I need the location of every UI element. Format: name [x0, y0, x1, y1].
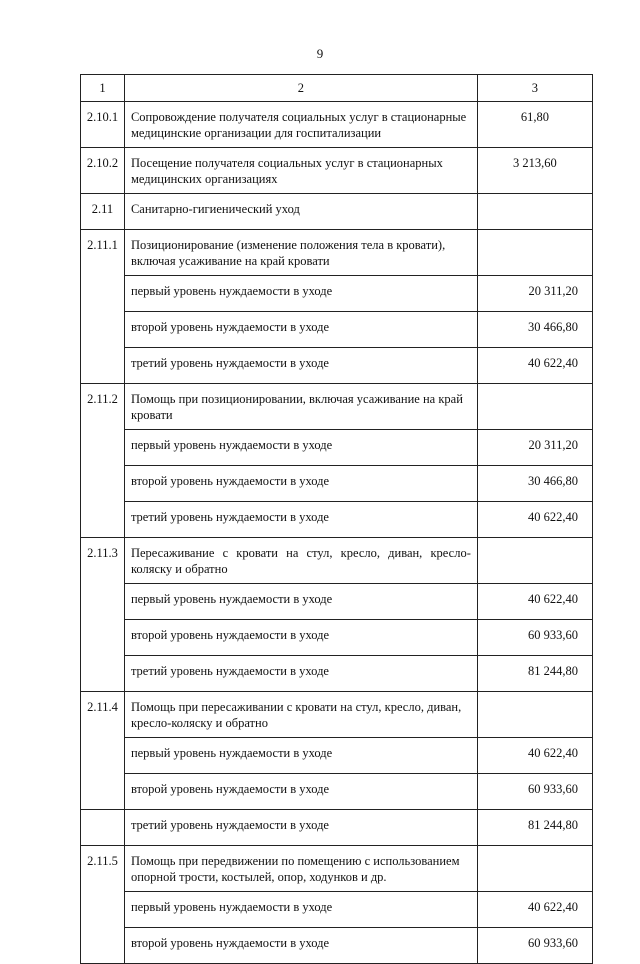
row-value: 20 311,20 [477, 430, 592, 466]
table-row [81, 584, 593, 620]
row-text: третий уровень нуждаемости в уходе [124, 656, 477, 692]
table-row [81, 620, 593, 656]
header-col-2: 2 [124, 75, 477, 102]
table-row [81, 502, 593, 538]
row-value: 40 622,40 [477, 738, 592, 774]
page-number: 9 [316, 46, 324, 61]
row-text: первый уровень нуждаемости в уходе [124, 430, 477, 466]
row-value: 30 466,80 [477, 466, 592, 502]
table-row [81, 892, 593, 928]
table-row [81, 928, 593, 964]
row-text: Помощь при передвижении по помещению с использованием опорной трости, костылей, опор, ходунков и др. [124, 846, 477, 892]
table-row [81, 148, 593, 194]
row-value: 40 622,40 [477, 502, 592, 538]
row-code: 2.10.1 [81, 102, 125, 148]
row-value [477, 538, 592, 584]
row-code-empty [81, 810, 125, 846]
table-row [81, 230, 593, 276]
row-value: 61,80 [477, 102, 592, 148]
row-value: 81 244,80 [477, 656, 592, 692]
row-value: 60 933,60 [477, 928, 592, 964]
row-code: 2.11.1 [81, 230, 125, 384]
row-code: 2.11.2 [81, 384, 125, 538]
row-value [477, 846, 592, 892]
table-row [81, 810, 593, 846]
table-row [81, 194, 593, 230]
row-text: второй уровень нуждаемости в уходе [124, 466, 477, 502]
row-text: Санитарно-гигиенический уход [124, 194, 477, 230]
row-text: третий уровень нуждаемости в уходе [124, 348, 477, 384]
row-text: первый уровень нуждаемости в уходе [124, 892, 477, 928]
table-header-row [81, 75, 593, 102]
row-text: первый уровень нуждаемости в уходе [124, 276, 477, 312]
row-value: 81 244,80 [477, 810, 592, 846]
row-text: Позиционирование (изменение положения тела в кровати), включая усаживание на край кровати [124, 230, 477, 276]
row-text: Посещение получателя социальных услуг в стационарных медицинских организациях [124, 148, 477, 194]
row-value: 60 933,60 [477, 620, 592, 656]
row-text: третий уровень нуждаемости в уходе [124, 502, 477, 538]
row-code: 2.11.5 [81, 846, 125, 964]
row-value [477, 384, 592, 430]
table-row [81, 692, 593, 738]
row-value [477, 230, 592, 276]
row-text: Пересаживание с кровати на стул, кресло, диван, кресло-коляску и обратно [124, 538, 477, 584]
table-row [81, 774, 593, 810]
row-value [477, 692, 592, 738]
row-text: Помощь при позиционировании, включая усаживание на край кровати [124, 384, 477, 430]
row-text: Сопровождение получателя социальных услуг в стационарные медицинские организации для госпитализации [124, 102, 477, 148]
table-row [81, 656, 593, 692]
table-row [81, 466, 593, 502]
header-col-3: 3 [477, 75, 592, 102]
table-row [81, 312, 593, 348]
row-code: 2.10.2 [81, 148, 125, 194]
table-row [81, 738, 593, 774]
row-value: 40 622,40 [477, 892, 592, 928]
row-text: второй уровень нуждаемости в уходе [124, 620, 477, 656]
table-row [81, 384, 593, 430]
row-code: 2.11 [81, 194, 125, 230]
row-value: 40 622,40 [477, 584, 592, 620]
table-row [81, 276, 593, 312]
row-text: второй уровень нуждаемости в уходе [124, 774, 477, 810]
row-text: первый уровень нуждаемости в уходе [124, 738, 477, 774]
row-value: 20 311,20 [477, 276, 592, 312]
table-row [81, 846, 593, 892]
row-value: 60 933,60 [477, 774, 592, 810]
row-value: 30 466,80 [477, 312, 592, 348]
row-code: 2.11.3 [81, 538, 125, 692]
table-row [81, 102, 593, 148]
table-row [81, 430, 593, 466]
row-value [477, 194, 592, 230]
tariff-table [80, 74, 593, 964]
table-row [81, 538, 593, 584]
row-text: первый уровень нуждаемости в уходе [124, 584, 477, 620]
row-text: второй уровень нуждаемости в уходе [124, 928, 477, 964]
row-text: второй уровень нуждаемости в уходе [124, 312, 477, 348]
row-text: Помощь при пересаживании с кровати на стул, кресло, диван, кресло-коляску и обратно [124, 692, 477, 738]
row-text: третий уровень нуждаемости в уходе [124, 810, 477, 846]
table-row [81, 348, 593, 384]
row-value: 3 213,60 [477, 148, 592, 194]
row-value: 40 622,40 [477, 348, 592, 384]
row-code: 2.11.4 [81, 692, 125, 810]
header-col-1: 1 [81, 75, 125, 102]
